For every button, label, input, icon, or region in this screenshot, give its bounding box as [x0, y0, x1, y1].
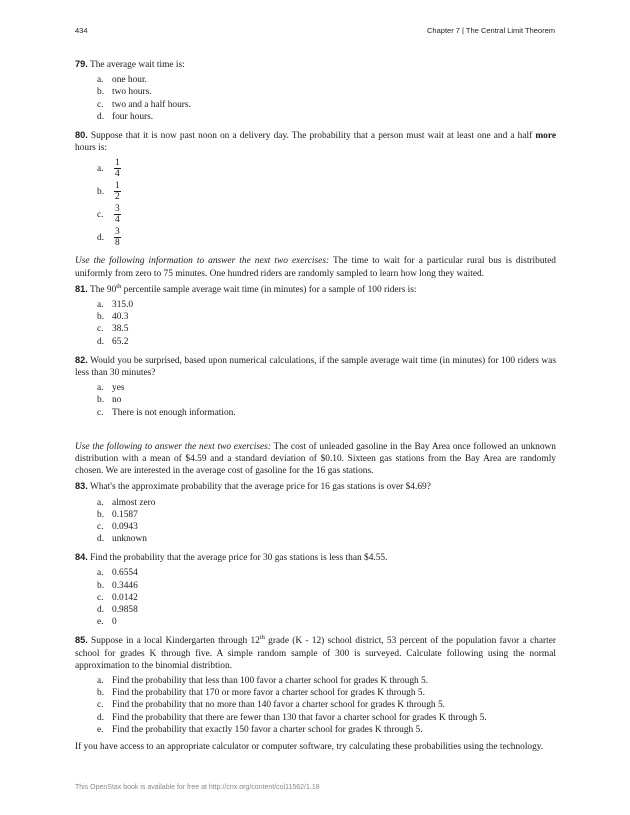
fraction [114, 204, 121, 225]
exercise-number: 85. [75, 635, 88, 646]
option-c [97, 407, 556, 419]
option-b [97, 311, 556, 323]
denominator: 2 [115, 192, 120, 203]
option-d [97, 712, 556, 724]
exercise-80-options [97, 157, 556, 249]
option-letter: b. [97, 312, 105, 323]
option-a [97, 497, 556, 509]
exercise-79 [75, 58, 556, 71]
option-text: two and a half hours. [112, 99, 191, 110]
exercise-text: hours is: [75, 143, 108, 154]
option-a [97, 299, 556, 311]
exercise-content [75, 58, 556, 756]
option-letter: d. [97, 712, 105, 723]
spacer [75, 425, 556, 435]
exercise-85-options [97, 675, 556, 736]
intro-text: The time to wait for a particular rural bus is distributed uniformly from zero to 75 minutes. One hundred riders are randomly sampled to learn how long they waited. [75, 256, 556, 279]
option-letter: d. [97, 534, 105, 545]
option-text: 0.0943 [112, 521, 138, 532]
option-letter: d. [97, 336, 105, 347]
option-letter: c. [97, 209, 104, 220]
option-text: 38.5 [112, 324, 129, 335]
option-c [97, 592, 556, 604]
option-d [97, 226, 556, 249]
exercise-number: 82. [75, 354, 88, 365]
intro-text: The cost of unleaded gasoline in the Bay Area once followed an unknown distribution with a mean of $4.59 and a standard deviation of $0.10. Sixteen gas stations from the Bay Area are randomly chosen. We are interested in the average cost of gasoline for the 16 gas stations. [75, 441, 556, 477]
option-text: two hours. [112, 87, 152, 98]
option-b [97, 687, 556, 699]
option-b [97, 394, 556, 406]
exercise-text-bold: more [535, 130, 557, 141]
option-text: 0.6554 [112, 568, 138, 579]
option-c [97, 323, 556, 335]
exercise-text: percentile sample average wait time (in minutes) for a sample of 100 riders is: [121, 284, 417, 295]
option-b [97, 580, 556, 592]
option-c [97, 203, 556, 226]
option-d [97, 533, 556, 545]
option-letter: e. [97, 724, 104, 735]
denominator: 8 [115, 238, 120, 249]
option-text: Find the probability that there are fewer than 130 that favor a charter school for grades K through 5. [112, 712, 487, 723]
option-c [97, 521, 556, 533]
option-d [97, 336, 556, 348]
exercise-text: What's the approximate probability that the average price for 16 gas stations is over $4.69? [89, 482, 431, 493]
option-a [97, 567, 556, 579]
exercise-82 [75, 354, 556, 379]
superscript: th [259, 634, 265, 642]
option-letter: c. [97, 700, 104, 711]
option-letter: b. [97, 395, 105, 406]
option-text: 40.3 [112, 312, 129, 323]
exercise-text: The 90 [89, 284, 117, 295]
exercise-83-options [97, 497, 556, 546]
numerator: 3 [115, 227, 120, 238]
option-text: 315.0 [112, 299, 134, 310]
option-letter: a. [97, 383, 104, 394]
superscript: th [116, 282, 122, 290]
option-letter: a. [97, 163, 104, 174]
exercise-79-options [97, 74, 556, 123]
numerator: 1 [115, 181, 120, 192]
option-letter: c. [97, 521, 104, 532]
exercise-84 [75, 551, 556, 564]
option-letter: e. [97, 617, 104, 628]
option-text: 65.2 [112, 336, 129, 347]
option-letter: c. [97, 324, 104, 335]
exercise-intro [75, 255, 556, 279]
option-letter: d. [97, 605, 105, 616]
exercise-text: Suppose that it is now past noon on a delivery day. The probability that a person must wait at least one and a half [90, 130, 536, 141]
exercise-81 [75, 283, 556, 296]
footer-note: This OpenStax book is available for free at http://cnx.org/content/col11562/1.18 [75, 784, 320, 791]
option-letter: c. [97, 592, 104, 603]
exercise-85 [75, 634, 556, 672]
option-text: almost zero [112, 497, 156, 508]
fraction [114, 181, 121, 202]
option-text: no [112, 395, 122, 406]
exercise-text: Suppose in a local Kindergarten through 12 [91, 636, 260, 647]
exercise-text: Find the probability that the average price for 30 gas stations is less than $4.55. [90, 553, 388, 564]
option-a [97, 74, 556, 86]
option-text: Find the probability that less than 100 favor a charter school for grades K through 5. [112, 676, 429, 686]
option-c [97, 99, 556, 111]
option-letter: c. [97, 407, 104, 418]
exercise-text: Would you be surprised, based upon numerical calculations, if the sample average wait time (in minutes) for 100 riders was less than 30 minutes? [75, 355, 556, 378]
option-a [97, 382, 556, 394]
option-text: 0 [112, 617, 117, 628]
exercise-text: grade (K - 12) school district, 53 percent of the population favor a charter school for grades K through five. A simple random sample of 300 is surveyed. Calculate following using the normal approximation to the binomial distribtion. [75, 636, 556, 671]
exercise-80 [75, 129, 556, 154]
intro-lead: Use the following to answer the next two exercises: [75, 441, 271, 452]
denominator: 4 [115, 215, 120, 226]
closing-note: If you have access to an appropriate calculator or computer software, try calculating these probabilities using the technology. [75, 741, 544, 752]
chapter-header: Chapter 7 | The Central Limit Theorem [427, 26, 555, 35]
exercise-number: 80. [75, 129, 88, 140]
option-text: Find the probability that no more than 140 favor a charter school for grades K through 5. [112, 700, 445, 711]
option-text: unknown [112, 534, 147, 545]
option-b [97, 509, 556, 521]
option-e [97, 724, 556, 736]
exercise-83 [75, 480, 556, 493]
fraction [114, 227, 121, 248]
option-letter: b. [97, 688, 105, 699]
fraction [114, 158, 121, 179]
option-letter: a. [97, 299, 104, 310]
option-a [97, 675, 556, 687]
option-letter: d. [97, 111, 105, 122]
option-b [97, 86, 556, 98]
option-text: 0.1587 [112, 509, 138, 520]
option-text: 0.0142 [112, 592, 138, 603]
option-e [97, 616, 556, 628]
option-text: one hour. [112, 75, 147, 86]
exercise-82-options [97, 382, 556, 419]
page-number: 434 [75, 26, 88, 35]
exercise-81-options [97, 299, 556, 348]
option-letter: b. [97, 580, 105, 591]
exercise-number: 79. [75, 59, 88, 69]
intro-lead: Use the following information to answer the next two exercises: [75, 256, 330, 267]
option-b [97, 180, 556, 203]
option-text: Find the probability that exactly 150 favor a charter school for grades K through 5. [112, 724, 423, 735]
numerator: 1 [115, 158, 120, 169]
option-letter: a. [97, 497, 104, 508]
exercise-intro [75, 441, 556, 478]
option-text: yes [112, 383, 125, 394]
exercise-number: 81. [75, 283, 88, 294]
option-letter: a. [97, 676, 104, 686]
option-letter: c. [97, 99, 104, 110]
option-letter: d. [97, 232, 105, 243]
exercise-number: 83. [75, 481, 88, 492]
option-text: 0.3446 [112, 580, 138, 591]
option-letter: b. [97, 186, 105, 197]
option-letter: a. [97, 568, 104, 579]
option-d [97, 604, 556, 616]
denominator: 4 [115, 169, 120, 180]
option-letter: a. [97, 75, 104, 86]
option-a [97, 157, 556, 180]
option-letter: b. [97, 509, 105, 520]
option-text: Find the probability that 170 or more favor a charter school for grades K through 5. [112, 688, 425, 699]
exercise-number: 84. [75, 552, 88, 563]
option-d [97, 111, 556, 123]
option-text: There is not enough information. [112, 407, 236, 418]
exercise-84-options [97, 567, 556, 628]
option-text: four hours. [112, 111, 154, 122]
exercise-text: The average wait time is: [89, 60, 185, 70]
option-c [97, 699, 556, 711]
numerator: 3 [115, 204, 120, 215]
option-text: 0.9858 [112, 605, 138, 616]
option-letter: b. [97, 87, 105, 98]
